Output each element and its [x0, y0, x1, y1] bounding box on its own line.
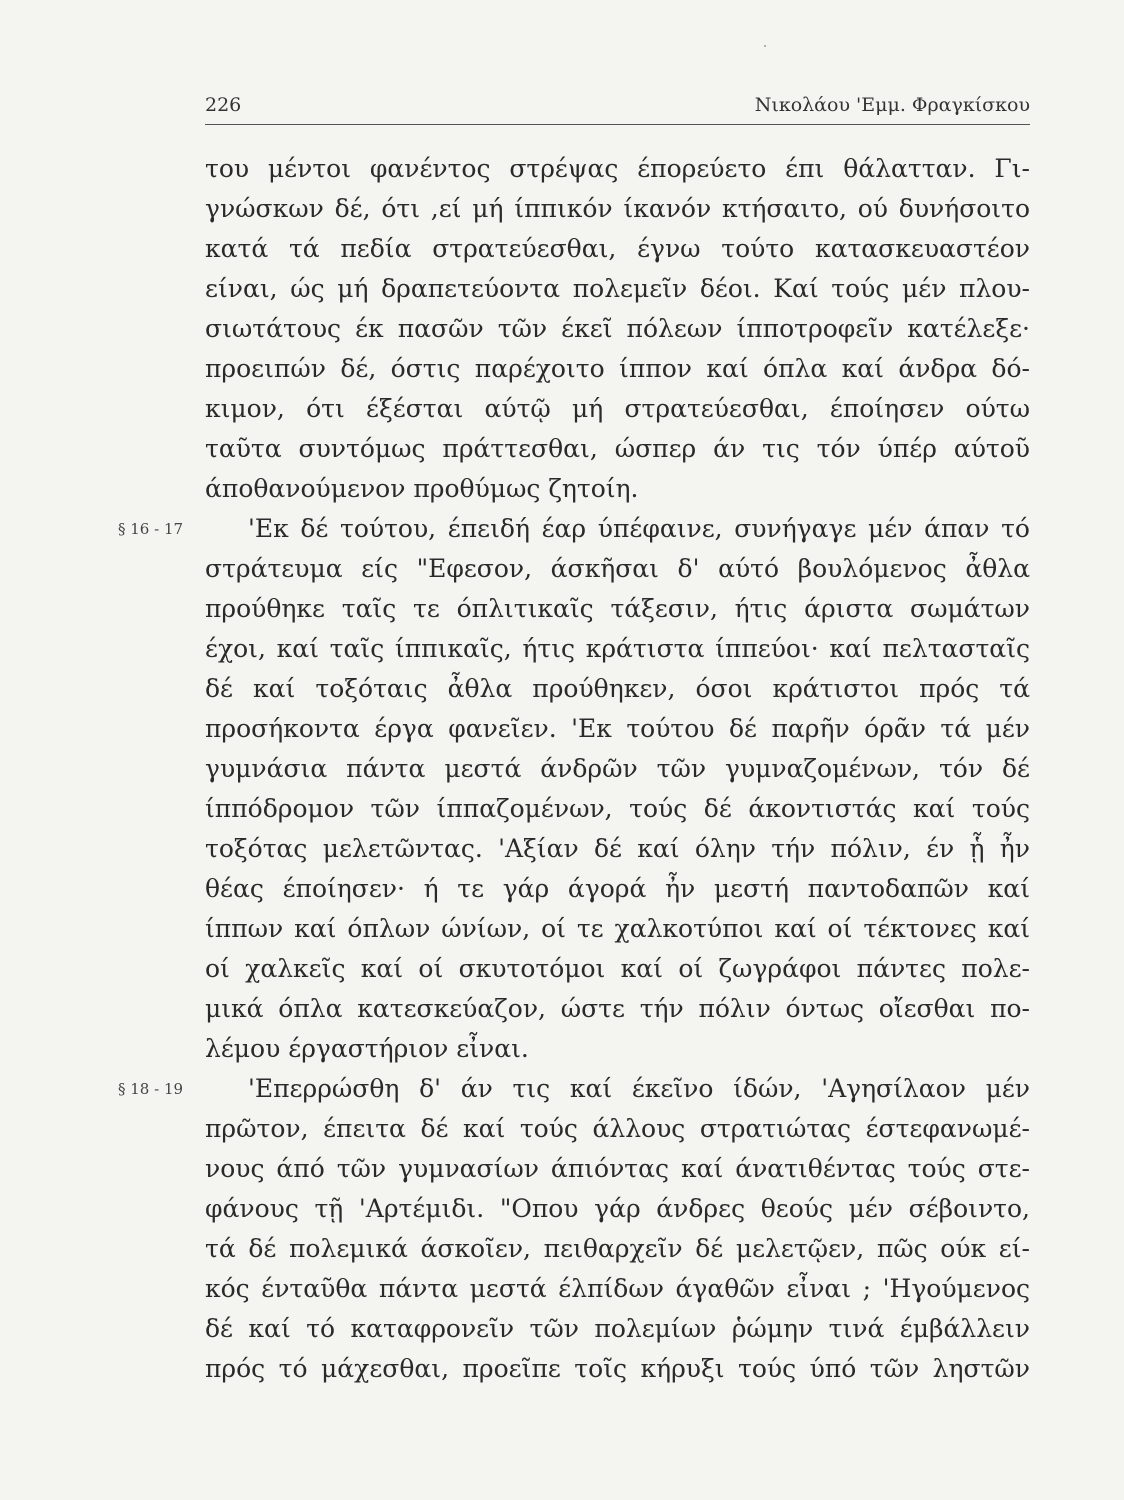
- margin-section-ref: § 18 - 19: [118, 1080, 184, 1098]
- margin-section-ref: § 16 - 17: [118, 520, 184, 538]
- text-line: τοξότας μελετῶντας. 'Αξίαν δέ καί όλην τήν πόλιν, έν ᾗ ἦν: [205, 834, 1030, 863]
- text-line: κός ένταῦθα πάντα μεστά έλπίδων άγαθῶν εἶναι ; 'Ηγούμενος: [205, 1274, 1030, 1303]
- text-line: προειπών δέ, όστις παρέχοιτο ίππον καί όπλα καί άνδρα δό-: [205, 354, 1030, 383]
- text-line: στράτευμα είς "Εφεσον, άσκῆσαι δ' αύτό βουλόμενος ἆθλα: [205, 554, 1030, 583]
- text-line: ίππων καί όπλων ώνίων, οί τε χαλκοτύποι καί οί τέκτονες καί: [205, 914, 1030, 943]
- text-line: πρός τό μάχεσθαι, προεῖπε τοῖς κήρυξι τούς ύπό τῶν ληστῶν: [205, 1354, 1030, 1383]
- text-line: θέας έποίησεν· ή τε γάρ άγορά ἦν μεστή παντοδαπῶν καί: [205, 874, 1030, 903]
- text-line: είναι, ώς μή δραπετεύοντα πολεμεῖν δέοι. Καί τούς μέν πλου-: [205, 274, 1030, 303]
- text-line: φάνους τῇ 'Αρτέμιδι. "Οπου γάρ άνδρες θεούς μέν σέβοιντο,: [205, 1194, 1030, 1223]
- running-head: Νικολάου 'Εμμ. Φραγκίσκου: [754, 94, 1030, 116]
- text-line: δέ καί τό καταφρονεῖν τῶν πολεμίων ῥώμην τινά έμβάλλειν: [205, 1314, 1030, 1343]
- paragraph-first-line: 'Επερρώσθη δ' άν τις καί έκεῖνο ίδών, 'Αγησίλαον μέν: [248, 1074, 1030, 1103]
- text-line: ίππόδρομον τῶν ίππαζομένων, τούς δέ άκοντιστάς καί τούς: [205, 794, 1030, 823]
- text-line: νους άπό τῶν γυμνασίων άπιόντας καί άνατιθέντας τούς στε-: [205, 1154, 1030, 1183]
- text-line: έχοι, καί ταῖς ίππικαῖς, ήτις κράτιστα ίππεύοι· καί πελτασταῖς: [205, 634, 1030, 663]
- text-line: ταῦτα συντόμως πράττεσθαι, ώσπερ άν τις τόν ύπέρ αύτοῦ: [205, 434, 1030, 463]
- text-line: οί χαλκεῖς καί οί σκυτοτόμοι καί οί ζωγράφοι πάντες πολε-: [205, 954, 1030, 983]
- text-line: γνώσκων δέ, ότι ,εί μή ίππικόν ίκανόν κτήσαιτο, ού δυνήσοιτο: [205, 194, 1030, 223]
- text-line: άποθανούμενον προθύμως ζητοίη.: [205, 474, 639, 503]
- text-line: δέ καί τοξόταις ἆθλα προύθηκεν, όσοι κράτιστοι πρός τά: [205, 674, 1030, 703]
- text-line: του μέντοι φανέντος στρέψας έπορεύετο έπι θάλατταν. Γι-: [205, 154, 1030, 183]
- text-line: κιμον, ότι έξέσται αύτῷ μή στρατεύεσθαι, έποίησεν ούτω: [205, 394, 1030, 423]
- page-number: 226: [205, 94, 242, 116]
- page-header: [205, 90, 1030, 125]
- paragraph-first-line: 'Εκ δέ τούτου, έπειδή έαρ ύπέφαινε, συνήγαγε μέν άπαν τό: [248, 514, 1030, 543]
- text-line: προύθηκε ταῖς τε όπλιτικαῖς τάξεσιν, ήτις άριστα σωμάτων: [205, 594, 1030, 623]
- text-line: γυμνάσια πάντα μεστά άνδρῶν τῶν γυμναζομένων, τόν δέ: [205, 754, 1030, 783]
- text-line: προσήκοντα έργα φανεῖεν. 'Εκ τούτου δέ παρῆν όρᾶν τά μέν: [205, 714, 1030, 743]
- text-line: τά δέ πολεμικά άσκοῖεν, πειθαρχεῖν δέ μελετῷεν, πῶς ούκ εί-: [205, 1234, 1030, 1263]
- text-line: πρῶτον, έπειτα δέ καί τούς άλλους στρατιώτας έστεφανωμέ-: [205, 1114, 1030, 1143]
- text-line: μικά όπλα κατεσκεύαζον, ώστε τήν πόλιν όντως οἴεσθαι πο-: [205, 994, 1030, 1023]
- text-line: κατά τά πεδία στρατεύεσθαι, έγνω τούτο κατασκευαστέον: [205, 234, 1030, 263]
- paper-speck: [764, 45, 766, 47]
- text-line: λέμου έργαστήριον εἶναι.: [205, 1034, 529, 1063]
- text-line: σιωτάτους έκ πασῶν τῶν έκεῖ πόλεων ίπποτροφεῖν κατέλεξε·: [205, 314, 1030, 343]
